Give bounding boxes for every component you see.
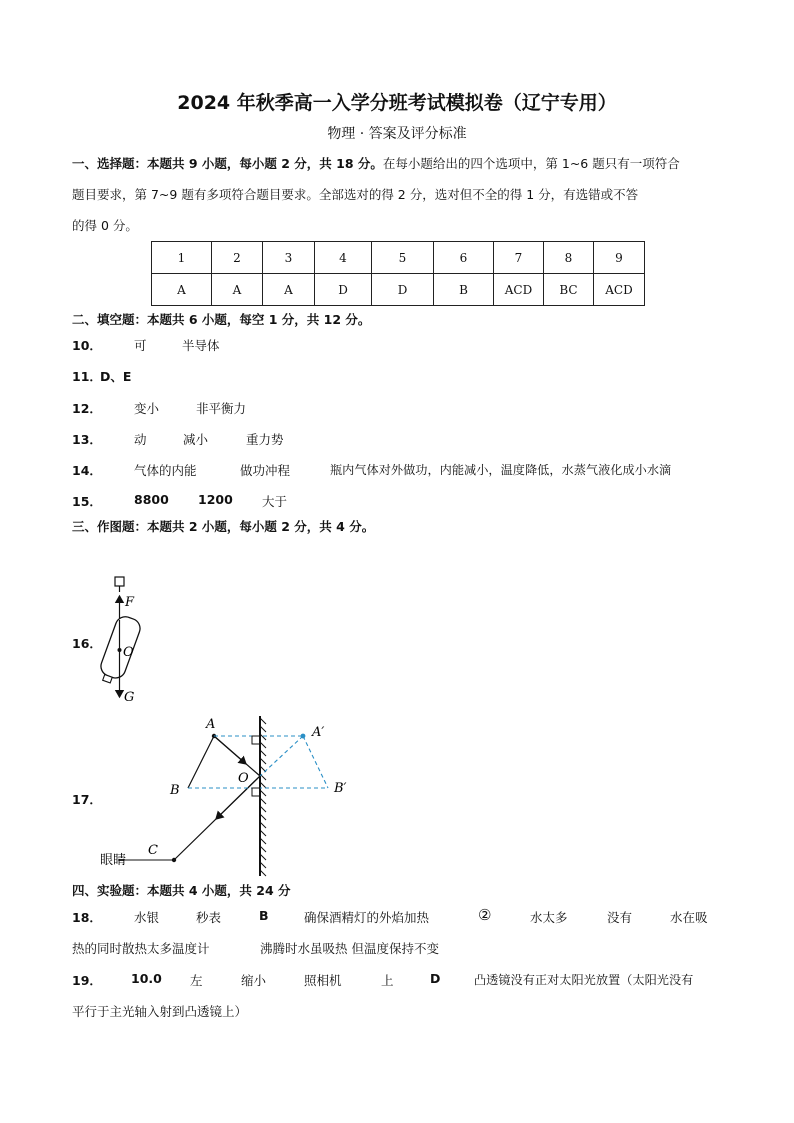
question-number: 5	[372, 242, 434, 274]
q12-answer: 变小	[134, 401, 160, 416]
q19-answer: 照相机	[304, 973, 342, 988]
q15-answer: 8800	[134, 492, 169, 507]
q10-answer: 半导体	[182, 338, 220, 353]
q16-number: 16．	[72, 636, 102, 651]
q14-number: 14．	[72, 463, 102, 478]
q18-answer: 水太多	[530, 910, 568, 925]
question-number: 3	[263, 242, 315, 274]
q18-answer: 水在吸	[670, 910, 708, 925]
q13-answer: 动	[134, 432, 147, 447]
answer-cell: A	[263, 274, 315, 306]
q11-answer: D、E	[100, 369, 132, 384]
q13-answer: 减小	[183, 432, 209, 447]
q11-number: 11．	[72, 369, 102, 384]
section3-heading: 三、作图题：本题共 2 小题，每小题 2 分，共 4 分。	[72, 519, 375, 534]
answer-cell: A	[152, 274, 212, 306]
answer-cell: BC	[544, 274, 594, 306]
q19-answer: 上	[381, 973, 394, 988]
section1-intro	[72, 148, 680, 241]
q15-answer: 1200	[198, 492, 233, 507]
answer-cell: B	[434, 274, 494, 306]
answer-table	[151, 241, 645, 306]
q17-number: 17．	[72, 792, 102, 807]
section4-heading: 四、实验题：本题共 4 小题，共 24 分	[72, 883, 291, 898]
q14-answer: 瓶内气体对外做功，内能减小，温度降低，水蒸气液化成小水滴	[330, 463, 672, 477]
q18-answer: ②	[478, 906, 492, 924]
question-number: 6	[434, 242, 494, 274]
answer-cell: ACD	[494, 274, 544, 306]
section1-heading: 一、选择题：本题共 9 小题，每小题 2 分，共 18 分。	[72, 156, 383, 171]
q15-number: 15．	[72, 494, 102, 509]
bottle-body	[98, 614, 143, 681]
q14-answer: 做功冲程	[240, 463, 291, 478]
answer-cell: D	[372, 274, 434, 306]
label-a: A	[206, 717, 216, 732]
q15-answer: 大于	[262, 494, 288, 509]
q18-answer: 水银	[134, 910, 160, 925]
question-number: 7	[494, 242, 544, 274]
section1-desc-line2: 题目要求，第 7~9 题有多项符合题目要求。全部选对的得 2 分，选对但不全的得 1 分，有选错或不答	[72, 187, 639, 202]
label-f: F	[125, 595, 135, 610]
q13-answer: 重力势	[246, 432, 284, 447]
question-number: 1	[152, 242, 212, 274]
q10-answer: 可	[134, 338, 147, 353]
q19-number: 19．	[72, 973, 102, 988]
q12-number: 12．	[72, 401, 102, 416]
q13-number: 13．	[72, 432, 102, 447]
q12-answer: 非平衡力	[196, 401, 247, 416]
point-o	[118, 648, 122, 652]
label-a-prime: A′	[312, 725, 325, 740]
q10-number: 10．	[72, 338, 102, 353]
q19-answer: 10.0	[131, 971, 162, 986]
q19-answer: 左	[190, 973, 203, 988]
question-number: 4	[315, 242, 372, 274]
label-o: O	[238, 771, 249, 786]
q19-answer: D	[430, 971, 441, 986]
q18-answer: 确保酒精灯的外焰加热	[304, 910, 430, 925]
section1-desc-line1: 在每小题给出的四个选项中，第 1~6 题只有一项符合	[382, 156, 680, 171]
label-eye: 眼睛	[100, 853, 127, 868]
q14-answer: 气体的内能	[134, 463, 197, 478]
label-b-prime: B′	[334, 781, 347, 796]
answer-cell: A	[212, 274, 263, 306]
incident-ray	[214, 736, 246, 764]
label-b: B	[170, 783, 180, 798]
answer-table-number-row	[152, 242, 645, 274]
answer-cell: ACD	[594, 274, 645, 306]
q18-answer: B	[259, 908, 269, 923]
label-g: G	[124, 690, 135, 705]
page-title: 2024 年秋季高一入学分班考试模拟卷（辽宁专用）	[177, 92, 617, 114]
page-subtitle: 物理 · 答案及评分标准	[327, 126, 467, 142]
q17-mirror-diagram	[96, 712, 366, 880]
answer-table-answer-row	[152, 274, 645, 306]
question-number: 2	[212, 242, 263, 274]
q19-answer: 凸透镜没有正对太阳光放置（太阳光没有	[474, 973, 694, 987]
q18-answer: 没有	[607, 910, 633, 925]
question-number: 9	[594, 242, 645, 274]
q16-force-diagram	[90, 570, 160, 710]
section1-desc-line3: 的得 0 分。	[72, 218, 138, 233]
q19-answer: 缩小	[241, 973, 267, 988]
q18-number: 18．	[72, 910, 102, 925]
q18-answer: 秒表	[196, 910, 222, 925]
label-c: C	[148, 843, 158, 858]
q19-answer: 平行于主光轴入射到凸透镜上）	[72, 1004, 248, 1019]
q18-answer: 沸腾时水虽吸热 但温度保持不变	[260, 941, 439, 956]
section2-heading: 二、填空题：本题共 6 小题，每空 1 分，共 12 分。	[72, 312, 371, 327]
question-number: 8	[544, 242, 594, 274]
label-o: O	[123, 645, 134, 660]
hook-square	[115, 577, 124, 586]
answer-cell: D	[315, 274, 372, 306]
q18-answer: 热的同时散热太多温度计	[72, 941, 210, 956]
object-ab	[188, 736, 214, 788]
